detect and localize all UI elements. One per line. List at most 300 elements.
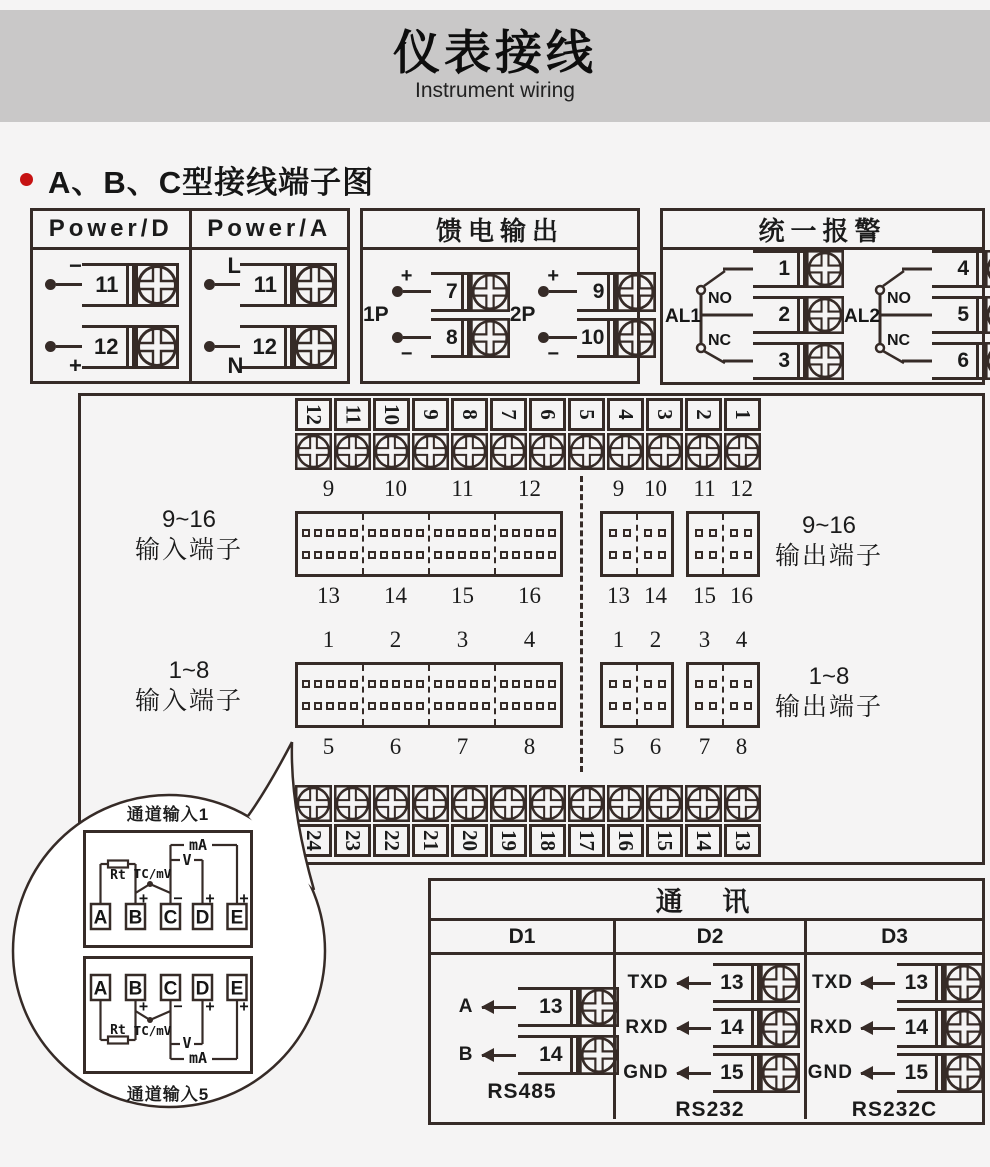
feed-terminal-row [538,264,656,312]
strip-terminal-screw [295,433,332,470]
power-terminal-row [45,325,179,378]
grid-section [362,665,428,725]
grid-half [636,665,671,725]
pin [380,529,388,537]
comm-signal-row [621,963,800,1003]
pin-row [603,529,636,537]
pin [695,702,703,710]
pin [500,680,508,688]
signal-label: TXD [627,972,669,993]
svg-text:NC: NC [887,331,911,349]
pin [548,702,556,710]
pin-row [430,702,494,710]
wire-dot [538,332,549,343]
svg-text:+: + [205,889,215,907]
strip-terminal-number [412,824,449,857]
strip-terminal-number [568,824,605,857]
svg-text:AL1: AL1 [665,305,701,327]
pin [709,702,717,710]
comm-signal-row [805,1008,984,1048]
pin [326,680,334,688]
pin [609,702,617,710]
pin [500,551,508,559]
feed-group-1p [363,264,510,365]
strip-terminal [685,785,722,857]
arrow-left-icon [861,1027,895,1030]
terminal-number: 9 [577,272,607,312]
signal-label: RXD [809,1017,853,1038]
screw-terminal-icon [646,785,683,822]
grid-number: 2 [389,627,402,652]
strip-terminal [646,785,683,857]
terminal-block [82,263,179,307]
terminal-divider [284,325,293,369]
pin [302,529,310,537]
strip-terminal-screw [685,433,722,470]
terminal-divider [976,296,985,334]
pin [368,529,376,537]
feed-group-label: 2P [509,302,536,326]
svg-text:+: + [139,997,149,1015]
terminal-number: 13 [518,987,570,1027]
feed-terminals [538,264,656,365]
comm-rows [621,963,800,1093]
output-range-label: 9~16 [801,512,857,539]
input-bottom-numbers [295,583,563,609]
terminal-number: 1 [753,250,797,288]
screw-terminal-icon [806,342,844,380]
grid-half [636,514,671,574]
terminal-block [518,1035,619,1075]
comm-signal-row [621,1008,800,1048]
strip-terminal-screw [568,433,605,470]
pin [658,702,666,710]
pin-row [689,680,722,688]
screw-terminal-icon [334,785,371,822]
strip-terminal [334,785,371,857]
pin [404,529,412,537]
polarity-label: − [69,252,82,278]
screw-terminal-icon [529,785,566,822]
pin [695,680,703,688]
svg-text:V: V [182,851,192,869]
screw-terminal-icon [985,296,990,334]
pin-row [603,551,636,559]
strip-terminal-screw [529,433,566,470]
svg-text:NC: NC [708,331,732,349]
terminal-screw [944,963,984,1003]
comm-protocol-label: RS232 [675,1098,745,1121]
grid-section [362,514,428,574]
pin [392,551,400,559]
strip-terminal [607,398,644,470]
strip-terminal-screw [646,785,683,822]
grid-half [603,665,636,725]
grid-number: 7 [456,734,469,759]
pin [368,702,376,710]
power-column-power-d [33,250,189,381]
terminal-number: 13 [897,963,935,1003]
signal-label: GND [623,1062,669,1083]
pin [416,680,424,688]
input-bottom-numbers [295,734,563,760]
strip-terminal-number [529,398,566,431]
strip-number-text: 10 [380,404,404,425]
strip-terminal-number [568,398,605,431]
output-label [737,511,921,572]
grid-number: 13 [607,583,630,608]
alarm-terminals [753,250,844,380]
strip-terminal [568,785,605,857]
alarm-group-al1 [665,250,844,380]
terminal-screw [944,1008,984,1048]
screw-terminal-icon [293,325,337,369]
feed-terminal-row [392,264,510,312]
terminal-block [897,963,984,1003]
svg-text:+: + [205,997,215,1015]
screw-terminal-icon [490,785,527,822]
terminal-divider [126,263,135,307]
strip-terminal [373,785,410,857]
pin [368,680,376,688]
pin [392,529,400,537]
terminal-block [713,1008,800,1048]
grid-half [603,514,636,574]
terminal-number: 10 [577,318,607,358]
terminal-number: 11 [240,263,284,307]
terminal-block [240,263,337,307]
strip-terminal-screw [373,785,410,822]
feed-terminal-row [538,318,656,365]
grid-half [689,665,722,725]
pin [609,529,617,537]
terminal-screw [944,1053,984,1093]
wire-dot [392,286,403,297]
wire [549,290,577,293]
wire-dot [538,286,549,297]
pin [314,529,322,537]
pin [482,702,490,710]
strip-terminal [451,785,488,857]
strip-number-text: 2 [692,409,716,420]
pin [709,529,717,537]
screw-terminal-icon [135,263,179,307]
alarm-body [663,250,982,379]
strip-terminal-number [373,824,410,857]
wire [215,283,241,286]
pin-row [496,702,560,710]
strip-terminal-screw [490,785,527,822]
comm-signal-row [426,1035,619,1075]
strip-terminal [724,785,761,857]
output-bottom-numbers [600,583,760,609]
strip-terminal [607,785,644,857]
arrow-left-icon [861,1072,895,1075]
screw-terminal-icon [806,250,844,288]
grid-number: 1 [612,627,625,652]
pin [609,680,617,688]
strip-terminal-screw [334,785,371,822]
pin [458,529,466,537]
pin [709,680,717,688]
terminal-number: 15 [897,1053,935,1093]
strip-terminal-number [685,824,722,857]
terminal-number: 12 [82,325,126,369]
terminal-divider [976,250,985,288]
strip-terminal-screw [373,433,410,470]
pin [314,551,322,559]
feed-group-2p [509,264,657,365]
arrow-left-icon [677,982,711,985]
alarm-switch-diagram [665,250,753,380]
center-divider [580,476,583,772]
grid-number: 1 [322,627,335,652]
strip-number-text: 12 [302,404,326,425]
screw-terminal-icon [334,433,371,470]
pin [434,680,442,688]
terminal-divider [126,325,135,369]
pin [404,702,412,710]
pin-row [430,529,494,537]
pin [524,702,532,710]
top-terminal-strip [295,398,761,470]
pin-row [298,680,362,688]
terminal-block [518,987,619,1027]
pin [392,680,400,688]
pin [368,551,376,559]
strip-number-text: 5 [575,409,599,420]
strip-terminal-number [451,824,488,857]
grid-number: 9 [322,476,335,501]
pin [434,529,442,537]
wire-dot [204,341,215,352]
svg-text:B: B [128,907,143,929]
grid-section [298,665,362,725]
screw-terminal-icon [451,433,488,470]
pin [536,702,544,710]
grid-number: 15 [451,583,474,608]
pin [446,529,454,537]
pin [524,680,532,688]
polarity-label: + [400,264,413,287]
svg-text:A: A [93,907,108,929]
pin [709,551,717,559]
strip-terminal-number [451,398,488,431]
grid-number: 8 [523,734,536,759]
polarity-label: − [547,342,560,365]
alarm-box [660,208,985,385]
terminal-block [753,296,844,334]
comm-protocol-label: RS485 [487,1080,557,1103]
strip-number-text: 16 [614,830,638,851]
arrow-left-icon [482,1054,516,1057]
comm-box [428,878,985,1125]
grid-section [428,665,494,725]
pin [404,551,412,559]
strip-terminal-number [724,398,761,431]
comm-column-d1 [431,955,613,1119]
pin [446,680,454,688]
strip-terminal [490,398,527,470]
terminal-number: 6 [932,342,976,380]
terminal-divider [284,263,293,307]
pin [695,551,703,559]
strip-number-text: 7 [497,409,521,420]
strip-terminal-number [334,824,371,857]
terminal-screw [470,272,510,312]
svg-text:C: C [163,907,178,929]
strip-terminal-number [490,824,527,857]
strip-terminal [685,398,722,470]
pin-row [430,551,494,559]
pin [458,680,466,688]
terminal-divider [461,318,470,358]
comm-subheaders [431,921,982,955]
channel-1-wiring [86,959,250,1071]
strip-terminal [490,785,527,857]
comm-signal-row [805,1053,984,1093]
pin [658,680,666,688]
power-terminal-box [30,208,350,384]
page-title: 仪表接线 [393,26,597,79]
screw-terminal-icon [616,318,656,358]
feed-terminals [392,264,510,365]
comm-rows [426,987,619,1075]
page-subtitle: Instrument wiring [415,79,575,102]
pin [695,529,703,537]
pin-row [298,529,362,537]
grid-number: 16 [518,583,541,608]
comm-subheader-d2: D2 [613,921,804,952]
input-name-label: 输入端子 [134,536,243,564]
terminal-screw [806,296,844,334]
output-top-numbers [600,476,760,502]
terminal-block [713,963,800,1003]
strip-terminal [295,398,332,470]
screw-terminal-icon [685,433,722,470]
svg-text:NO: NO [887,289,911,307]
strip-terminal-screw [607,433,644,470]
polarity-label: − [400,342,413,365]
terminal-divider [797,250,806,288]
terminal-screw [760,1053,800,1093]
pin-row [364,529,428,537]
terminal-number: 14 [897,1008,935,1048]
svg-text:D: D [195,978,210,1000]
polarity-label: + [69,352,82,378]
input-label [93,505,285,566]
pin [658,551,666,559]
pin [524,551,532,559]
screw-terminal-icon [944,1053,984,1093]
screw-terminal-icon [529,433,566,470]
terminal-divider [976,342,985,380]
terminal-block [431,272,510,312]
terminal-screw [293,263,337,307]
terminal-divider [935,963,944,1003]
strip-terminal [451,398,488,470]
pin [416,529,424,537]
pin [623,529,631,537]
strip-number-text: 13 [731,830,755,851]
screw-terminal-icon [760,1053,800,1093]
terminal-number: 2 [753,296,797,334]
terminal-screw [616,318,656,358]
arrow-left-icon [482,1006,516,1009]
power-terminal-row [204,252,338,307]
signal-label: A [458,996,474,1017]
pin-row [298,702,362,710]
pin [623,551,631,559]
pin [623,702,631,710]
pin [512,702,520,710]
pin-row [364,680,428,688]
wire [403,336,431,339]
screw-terminal-icon [944,1008,984,1048]
terminal-divider [935,1008,944,1048]
terminal-block [713,1053,800,1093]
svg-text:+: + [139,889,149,907]
terminal-number: 12 [240,325,284,369]
terminal-screw [616,272,656,312]
terminal-divider [607,318,616,358]
pin [350,702,358,710]
pin-row [364,702,428,710]
terminal-screw [985,296,990,334]
pin-row [638,680,671,688]
pin [338,551,346,559]
strip-terminal-number [295,398,332,431]
strip-terminal-number [685,398,722,431]
wire [215,345,241,348]
polarity-label: + [547,264,560,287]
input-name-label: 输入端子 [134,687,243,715]
section-title: A、B、C型接线端子图 [48,165,375,200]
strip-terminal-screw [451,785,488,822]
feed-group-label: 1P [363,302,389,326]
screw-terminal-icon [470,272,510,312]
bullet-icon [20,173,33,186]
screw-terminal-icon [412,785,449,822]
feed-output-title: 馈电输出 [363,211,637,250]
strip-terminal-number [607,398,644,431]
wire [56,345,82,348]
terminal-divider [797,342,806,380]
pin [302,702,310,710]
pin-row [638,702,671,710]
pin [350,680,358,688]
screw-terminal-icon [760,1008,800,1048]
feed-output-box [360,208,640,384]
strip-terminal-number [646,398,683,431]
grid-number: 13 [317,583,340,608]
comm-title: 通 讯 [431,881,982,921]
pin [536,551,544,559]
strip-terminal-number [334,398,371,431]
grid-number: 14 [384,583,407,608]
signal-label: RXD [625,1017,669,1038]
pin [338,529,346,537]
screw-terminal-icon [760,963,800,1003]
wire-dot [45,279,56,290]
pin [548,680,556,688]
screw-terminal-icon [944,963,984,1003]
strip-terminal-screw [490,433,527,470]
pin-row [496,680,560,688]
grid-number: 11 [451,476,474,501]
pin-row [496,551,560,559]
pin [500,702,508,710]
